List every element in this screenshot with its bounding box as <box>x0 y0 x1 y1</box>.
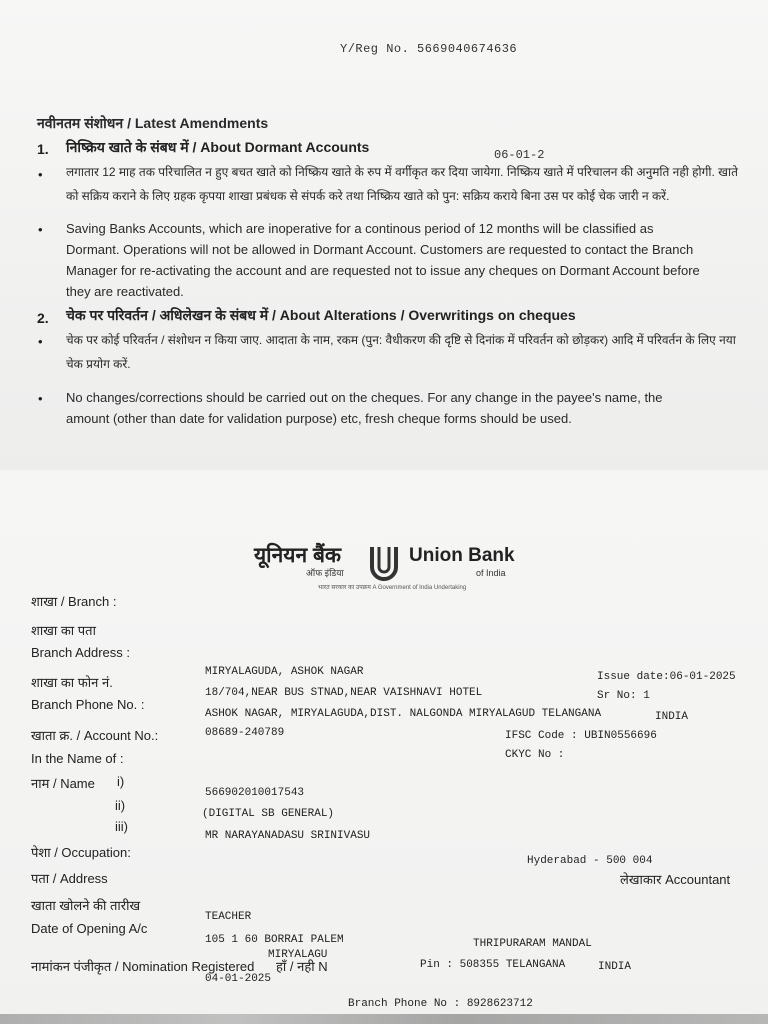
section-2-number: 2. <box>37 310 49 326</box>
issue-date: Issue date:06-01-2025 <box>597 671 736 683</box>
branch-country: INDIA <box>655 711 689 723</box>
section-2-hindi: चेक पर कोई परिवर्तन / संशोधन न किया जाए. आदाता के नाम, रकम (पुन: वैधीकरण की दृष्टि से दिनांक में परिवर्तन को छोड़कर) आदि में परिवर्तन के लिए नया चेक प्रयोग करें. <box>66 333 736 371</box>
bullet-icon: • <box>38 167 43 182</box>
label-opening-date-hindi: खाता खोलने की तारीख <box>31 898 141 913</box>
label-nomination: नामांकन पंजीकृत / Nomination Registered <box>31 959 255 974</box>
date-stamp: 06-01-2 <box>494 148 545 162</box>
logo-english: Union Bank <box>409 545 515 566</box>
account-number: 566902010017543 <box>205 787 305 799</box>
label-name-iii: iii) <box>115 819 128 834</box>
account-holder-name: MR NARAYANADASU SRINIVASU <box>205 830 371 842</box>
label-in-the-name-of: In the Name of : <box>31 751 124 766</box>
customer-country: INDIA <box>598 961 632 973</box>
label-account-no: खाता क्र. / Account No.: <box>31 728 159 743</box>
logo-english-sub: of India <box>476 568 506 578</box>
label-address: पता / Address <box>31 871 108 886</box>
amendments-heading: नवीनतम संशोधन / Latest Amendments <box>37 115 269 131</box>
section-2-title: चेक पर परिवर्तन / अधिलेखन के संबध में / About Alterations / Overwritings on cheques <box>66 307 576 323</box>
union-bank-logo <box>254 541 524 593</box>
label-branch-phone: Branch Phone No. : <box>31 697 145 712</box>
label-opening-date: Date of Opening A/c <box>31 921 148 936</box>
customer-mandal: THRIPURARAM MANDAL <box>473 938 592 950</box>
section-2-english: No changes/corrections should be carried out on the cheques. For any change in the payee's name, the amount (other than date for validation purpose) etc, fresh cheque forms should be used. <box>66 390 663 426</box>
accountant-signature-label: लेखाकार Accountant <box>620 872 731 887</box>
branch-address-line1: 18/704,NEAR BUS STNAD,NEAR VAISHNAVI HOTEL <box>205 687 483 699</box>
label-branch: शाखा / Branch : <box>31 594 117 609</box>
label-occupation: पेशा / Occupation: <box>31 845 131 860</box>
section-1-title: निष्क्रिय खाते के संबध में / About Dormant Accounts <box>66 139 370 155</box>
branch-city: Hyderabad - 500 004 <box>527 855 653 867</box>
section-1-hindi: लगातार 12 माह तक परिचालित न हुए बचत खाते को निष्क्रिय खाते के रुप में वर्गीकृत कर दिया जायेगा. निष्क्रिय खाते में परिचालन की अनुमति नही होगी. खाते को सक्रिय कराने के लिए ग्रहक कृपया शाखा प्रबंधक से संपर्क करे तथा निष्क्रिय खाते को पुन: सक्रिय कराये बिना उस पर कोई चेक जारी न करें. <box>66 165 738 203</box>
label-branch-address: Branch Address : <box>31 645 130 660</box>
bullet-icon: • <box>38 334 43 349</box>
ckyc-number: CKYC No : <box>505 749 565 761</box>
logo-hindi: यूनियन बैंक <box>254 544 342 567</box>
ifsc-code: IFSC Code : UBIN0556696 <box>505 730 657 742</box>
customer-pin: Pin : 508355 TELANGANA <box>420 959 566 971</box>
section-1-number: 1. <box>37 141 49 157</box>
section-1-english: Saving Banks Accounts, which are inoperative for a continous period of 12 months will be classified as Dormant. Operations will not be allowed in Dormant Account. Customers are requested to contact the Branch Manager for re-activating the account and are requested not to issue any cheques on Dormant Account before they are reactivated. <box>66 221 700 299</box>
opening-date-value: 04-01-2025 <box>205 973 272 985</box>
label-branch-phone-hindi: शाखा का फोन नं. <box>31 675 113 690</box>
account-type: (DIGITAL SB GENERAL) <box>202 808 335 820</box>
label-nomination-yes-no: हाँ / नही N <box>276 959 328 974</box>
label-name-i: i) <box>117 774 125 789</box>
customer-address-line: 105 1 60 BORRAI PALEM <box>205 934 344 946</box>
customer-address-place: MIRYALAGU <box>268 949 328 961</box>
label-branch-address-hindi: शाखा का पता <box>31 623 96 638</box>
branch-name: MIRYALAGUDA, ASHOK NAGAR <box>205 666 364 678</box>
logo-tagline: भारत सरकार का उपक्रम A Government of India Undertaking <box>318 585 467 591</box>
occupation-value: TEACHER <box>205 911 252 923</box>
footer-branch-phone: Branch Phone No : 8928623712 <box>348 998 533 1010</box>
serial-number: Sr No: 1 <box>597 690 650 702</box>
logo-hindi-sub: ऑफ इंडिया <box>306 568 344 578</box>
label-name: नाम / Name <box>31 776 95 791</box>
union-bank-emblem-icon <box>364 541 404 581</box>
page-edge <box>0 1014 768 1024</box>
branch-phone: 08689-240789 <box>205 727 285 739</box>
label-name-ii: ii) <box>115 798 126 813</box>
branch-address-line2: ASHOK NAGAR, MIRYALAGUDA,DIST. NALGONDA MIRYALAGUD TELANGANA <box>205 708 602 720</box>
bullet-icon: • <box>38 391 43 406</box>
bullet-icon: • <box>38 222 43 237</box>
reg-number: Y/Reg No. 5669040674636 <box>340 42 518 56</box>
